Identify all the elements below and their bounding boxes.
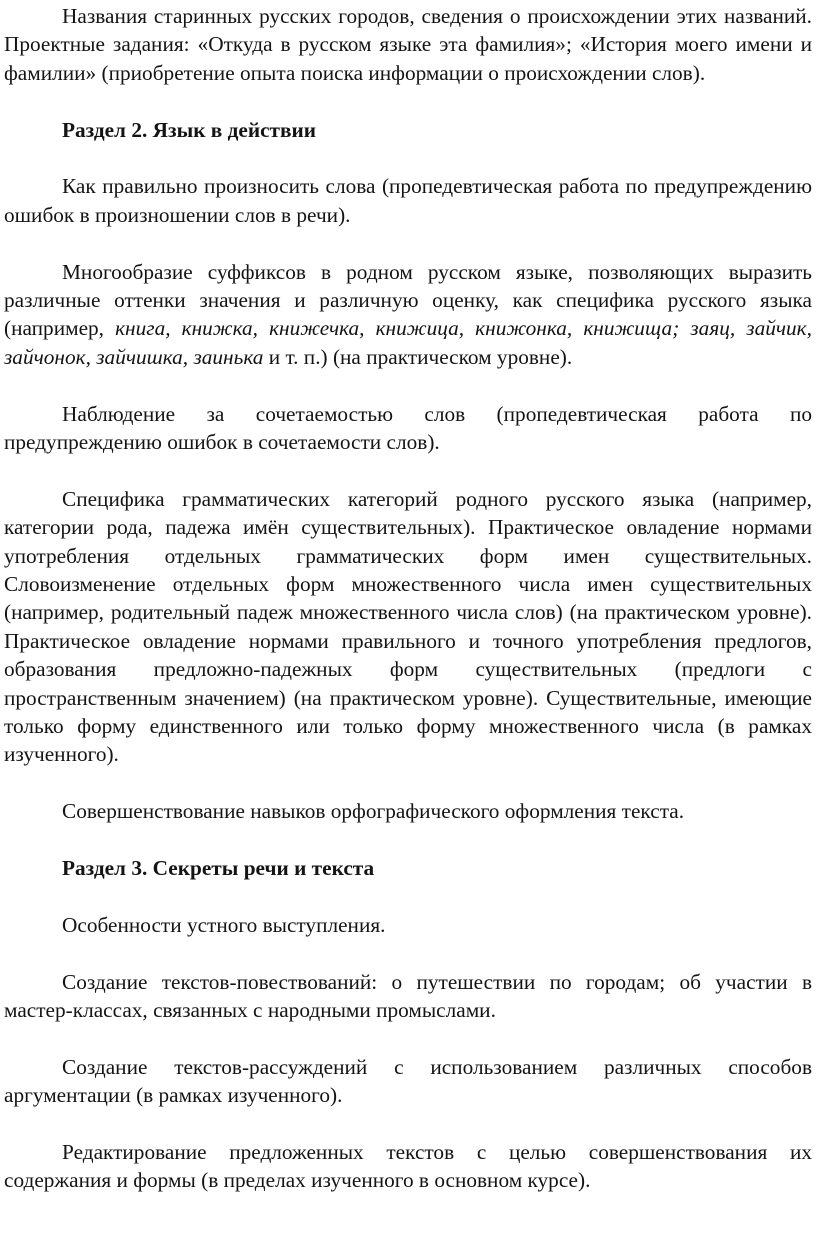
suffixes-text-before: Многообразие суффиксов в родном русском языке, позволяющих выразить различные оттенки значения и различную оценку, как специфика русского языка (например, bbox=[4, 259, 812, 341]
section-2-heading: Раздел 2. Язык в действии bbox=[62, 117, 317, 142]
paragraph-collocation: Наблюдение за сочетаемостью слов (пропедевтическая работа по предупреждению ошибок в сочетаемости слов). bbox=[4, 401, 812, 455]
paragraph-pronunciation: Как правильно произносить слова (пропедевтическая работа по предупреждению ошибок в произношении слов в речи). bbox=[4, 174, 812, 227]
section-3-heading: Раздел 3. Секреты речи и текста bbox=[62, 856, 375, 881]
paragraph-city-names: Названия старинных русских городов, сведения о происхождении этих названий. Проектные задания: «Откуда в русском языке эта фамилия»; «История моего имени и фамилии» (приобретение опыта поиска информации о происхождении слов). bbox=[4, 4, 812, 85]
suffixes-text-after: и т. п.) (на практическом уровне). bbox=[263, 344, 573, 369]
paragraph-oral-speech: Особенности устного выступления. bbox=[62, 912, 386, 937]
paragraph-orthography: Совершенствование навыков орфографического оформления текста. bbox=[62, 799, 685, 824]
suffixes-examples: книга, книжка, книжечка, книжица, книжонка, книжища; заяц, зайчик, зайчонок, зайчишка, заинька bbox=[4, 316, 812, 369]
paragraph-editing: Редактирование предложенных текстов с целью совершенствования их содержания и формы (в пределах изученного в основном курсе). bbox=[4, 1140, 812, 1193]
paragraph-reasoning: Создание текстов-рассуждений с использованием различных способов аргументации (в рамках изученного). bbox=[4, 1054, 812, 1108]
paragraph-grammar: Специфика грамматических категорий родного русского языка (например, категории рода, падежа имён существительных). Практическое овладение нормами употребления отдельных грамматических форм имен существительных. Словоизменение отдельных форм множественного числа имен существительных (например, родительный падеж множественного числа слов) (на практическом уровне). Практическое овладение нормами правильного и точного употребления предлогов, образования предложно-падежных форм существительных (предлоги с пространственным значением) (на практическом уровне). Существительные, имеющие только форму единственного или только форму множественного числа (в рамках изученного). bbox=[4, 486, 812, 767]
paragraph-narratives: Создание текстов-повествований: о путешествии по городам; об участии в мастер-классах, связанных с народными промыслами. bbox=[4, 969, 812, 1023]
paragraph-suffixes bbox=[4, 258, 812, 372]
